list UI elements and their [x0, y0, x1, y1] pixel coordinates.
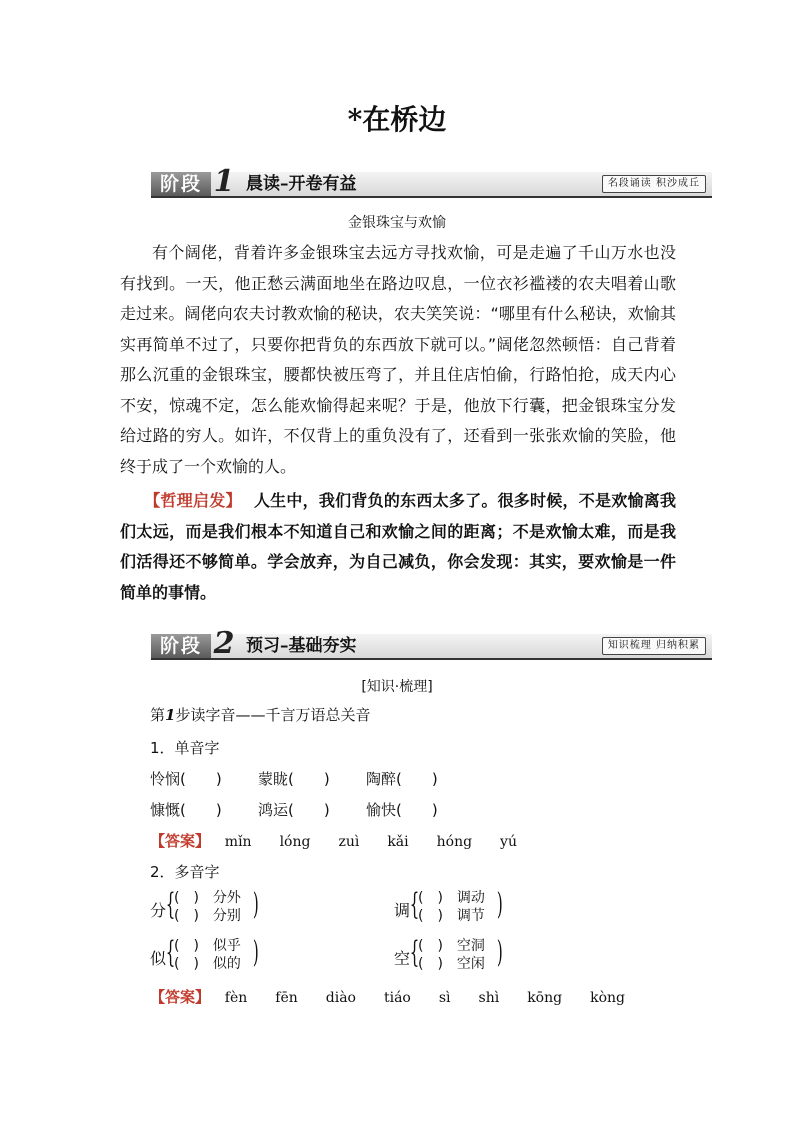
poly-item: ( ) 空洞 [418, 938, 485, 954]
poly-char: 空 [394, 949, 411, 968]
poly-group-diao [394, 887, 514, 929]
poly-group-si [150, 935, 270, 977]
word-item: 慷慨( ) [150, 801, 222, 819]
right-brace: ) [496, 935, 503, 970]
poly-item: ( ) 分外 [174, 890, 241, 906]
story-paragraph: 有个阔佬，背着许多金银珠宝去远方寻找欢愉，可是走遍了千山万水也没有找到。一天，他正愁云满面地坐在路边叹息，一位衣衫褴褛的农夫唱着山歌走过来。阔佬向农夫讨教欢愉的秘诀，农夫笑笑说：“哪里有什么秘诀，欢愉其实再简单不过了，只要你把背负的东西放下就可以。”阔佬忽然顿悟：自己背着那么沉重的金银珠宝，腰都快被压弯了，并且住店怕偷，行路怕抢，成天内心不安，惊魂不定，怎么能欢愉得起来呢？于是，他放下行囊，把金银珠宝分发给过路的穷人。如许，不仅背上的重负没有了，还看到一张张欢愉的笑脸，他终于成了一个欢愉的人。 [120, 243, 676, 476]
left-brace: { [409, 935, 420, 970]
word-item: 蒙眬( ) [258, 770, 330, 788]
poly-item: ( ) 空闲 [418, 956, 485, 972]
word-item-slot [366, 768, 438, 789]
insight-label: 【哲理启发】 [144, 491, 242, 510]
stage-label: 阶段 [151, 172, 211, 196]
word-item: 愉快( ) [366, 801, 438, 819]
insight-text: 人生中，我们背负的东西太多了。很多时候，不是欢愉离我们太远，而是我们根本不知道自己和欢愉之间的距离；不是欢愉太难，而是我们活得还不够简单。学会放弃，为自己减负，你会发现：其实，要欢愉是一件简单的事情。 [120, 491, 676, 602]
poly-item: ( ) 调动 [418, 890, 485, 906]
left-brace: { [165, 887, 176, 922]
stage-number: 1 [213, 164, 235, 199]
stage-2-banner [151, 626, 712, 661]
answer-label: 【答案】 [150, 832, 211, 850]
left-brace: { [409, 887, 420, 922]
answer-text: mǐn lóng zuì kǎi hóng yú [224, 834, 517, 850]
word-item-slot [258, 799, 330, 820]
poly-item: ( ) 分别 [174, 908, 241, 924]
step-heading [150, 704, 370, 725]
word-item-slot [258, 768, 330, 789]
poly-group-fen [150, 887, 270, 929]
step-text: 步读字音——千言万语总关音 [175, 706, 371, 724]
right-brace: ) [252, 887, 259, 922]
word-row-2 [150, 799, 222, 820]
word-item: 鸿运( ) [258, 801, 330, 819]
stage-tag: 名段诵读 积沙成丘 [602, 175, 706, 193]
word-item: 怜悯( ) [150, 770, 222, 788]
answer-1 [150, 830, 517, 851]
step-prefix: 第 [150, 706, 166, 724]
answer-label: 【答案】 [150, 988, 211, 1006]
section-2-title: 2．多音字 [150, 863, 220, 881]
story-heading: 金银珠宝与欢愉 [348, 215, 446, 231]
stage-title: 晨读–开卷有益 [246, 174, 357, 194]
poly-char: 调 [394, 901, 411, 920]
stage-number: 2 [213, 626, 235, 661]
word-item: 陶醉( ) [366, 770, 438, 788]
page-title: *在桥边 [347, 103, 447, 136]
poly-item: ( ) 似的 [174, 956, 241, 972]
poly-char: 分 [150, 901, 167, 920]
stage-label: 阶段 [151, 634, 211, 658]
stage-title: 预习–基础夯实 [246, 636, 357, 656]
stage-1-banner [151, 164, 712, 199]
right-brace: ) [252, 935, 259, 970]
word-item-slot [366, 799, 438, 820]
word-row-1 [150, 768, 222, 789]
left-brace: { [165, 935, 176, 970]
answer-2 [150, 986, 625, 1007]
poly-char: 似 [150, 949, 167, 968]
knowledge-heading: [知识·梳理] [361, 679, 433, 695]
poly-group-kong [394, 935, 514, 977]
stage-tag: 知识梳理 归纳积累 [602, 637, 706, 655]
right-brace: ) [496, 887, 503, 922]
section-1-title: 1．单音字 [150, 739, 220, 757]
step-number: 1 [165, 706, 176, 724]
answer-text: fèn fēn diào tiáo sì shì kōng kòng [224, 990, 625, 1006]
poly-item: ( ) 调节 [418, 908, 485, 924]
insight-paragraph [120, 486, 676, 608]
poly-item: ( ) 似乎 [174, 938, 241, 954]
